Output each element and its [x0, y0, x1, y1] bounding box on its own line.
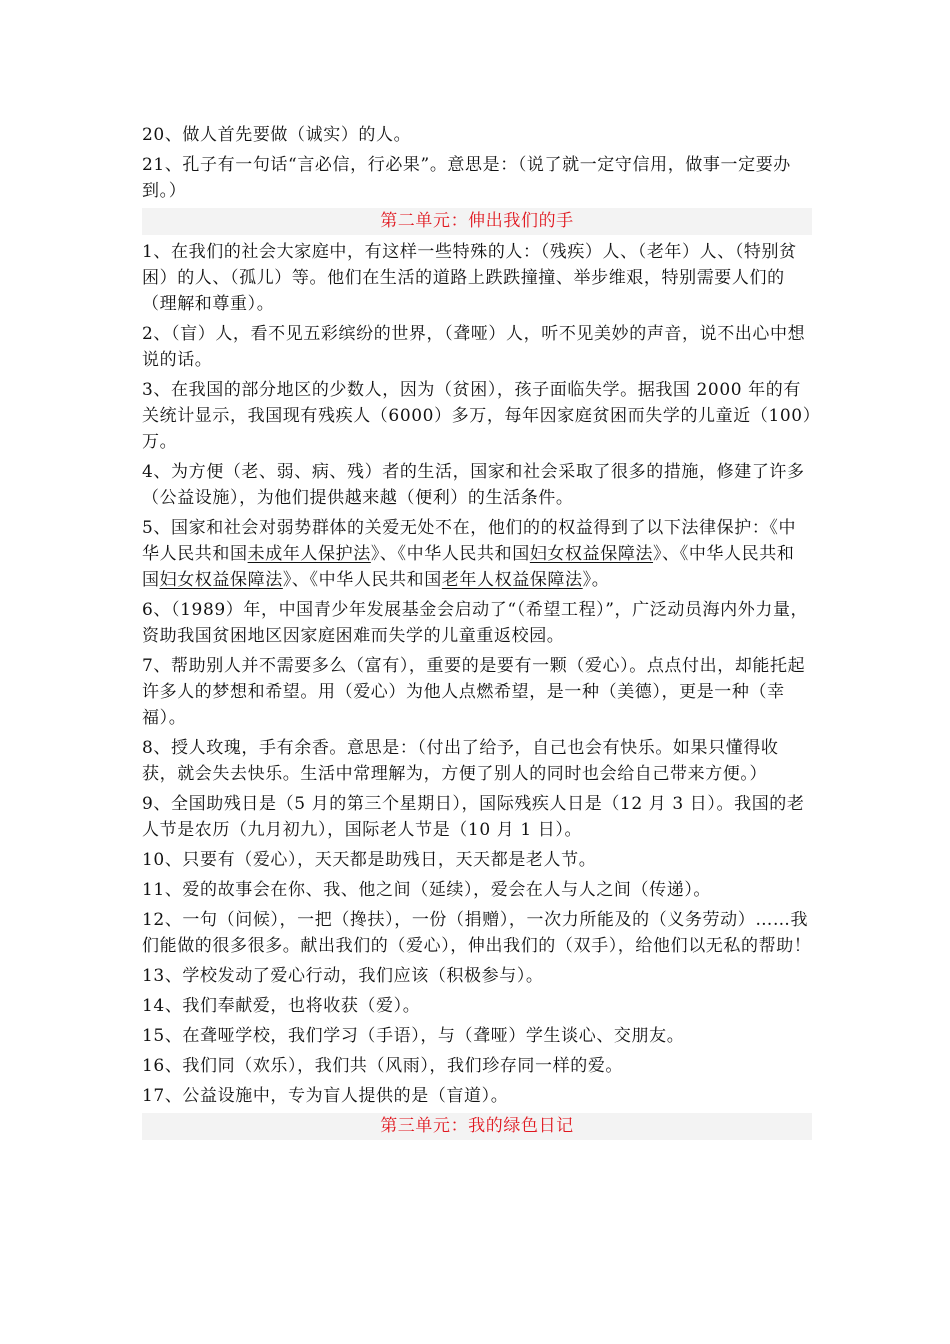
- document-page: [142, 122, 812, 1144]
- law2-suffix: 》、: [653, 544, 680, 564]
- unit2-item-2: 2、（盲）人，看不见五彩缤纷的世界，（聋哑）人，听不见美妙的声音，说不出心中想说的话。: [142, 324, 806, 370]
- unit2-item-3: 3、在我国的部分地区的少数人，因为（贫困），孩子面临失学。据我国 2000 年的有关统计显示，我国现有残疾人（6000）多万，每年因家庭贫困而失学的儿童近（100）万。: [142, 380, 812, 452]
- unit2-item-13: 13、学校发动了爱心行动，我们应该（积极参与）。: [142, 966, 544, 986]
- law1-name: 未成年人保护法: [247, 544, 371, 564]
- unit2-item-17: 17、公益设施中，专为盲人提供的是（盲道）。: [142, 1086, 509, 1106]
- item5-intro: 5、国家和社会对弱势群体的关爱无处不在，他们的的权益得到了以下法律保护：: [142, 518, 770, 538]
- law1-suffix: 》、: [370, 544, 398, 564]
- law3-prefix: 《中华人民共和国: [142, 544, 795, 590]
- unit2-item-4: 4、为方便（老、弱、病、残）者的生活，国家和社会采取了很多的措施，修建了许多（公益设施），为他们提供越来越（便利）的生活条件。: [142, 462, 805, 508]
- item-21: 21、孔子有一句话“言必信，行必果”。意思是：（说了就一定守信用，做事一定要办到。）: [142, 155, 791, 201]
- law4-suffix: 》。: [582, 570, 610, 590]
- unit2-item-11: 11、爱的故事会在你、我、他之间（延续），爱会在人与人之间（传递）。: [142, 880, 712, 900]
- unit2-item-12: 12、一句（问候），一把（搀扶），一份（捐赠），一次力所能及的（义务劳动）……我们能做的很多很多。献出我们的（爱心），伸出我们的（双手），给他们以无私的帮助！: [142, 910, 812, 956]
- law4-prefix: 《中华人民共和国: [309, 570, 442, 590]
- unit2-item-15: 15、在聋哑学校，我们学习（手语），与（聋哑）学生谈心、交朋友。: [142, 1026, 685, 1046]
- unit2-item-10: 10、只要有（爱心），天天都是助残日，天天都是老人节。: [142, 850, 597, 870]
- law2-prefix: 《中华人民共和国: [397, 544, 530, 564]
- law2-name: 妇女权益保障法: [529, 544, 654, 564]
- law4-name: 老年人权益保障法: [441, 570, 583, 590]
- unit2-item-6: 6、（1989）年，中国青少年发展基金会启动了“（希望工程）”，广泛动员海内外力量，资助我国贫困地区因家庭困难而失学的儿童重返校园。: [142, 600, 809, 646]
- law1-prefix: 《中华人民共和国: [142, 518, 797, 564]
- unit2-item-5: [142, 515, 812, 593]
- unit3-heading: 第三单元：我的绿色日记: [142, 1113, 812, 1140]
- unit2-item-16: 16、我们同（欢乐），我们共（风雨），我们珍存同一样的爱。: [142, 1056, 624, 1076]
- unit2-item-8: 8、授人玫瑰，手有余香。意思是：（付出了给予，自己也会有快乐。如果只懂得收获，就会失去快乐。生活中常理解为，方便了别人的同时也会给自己带来方便。）: [142, 738, 779, 784]
- law3-suffix: 》、: [282, 570, 310, 590]
- law3-name: 妇女权益保障法: [159, 570, 283, 590]
- unit2-heading: 第二单元：伸出我们的手: [142, 208, 812, 235]
- unit2-item-14: 14、我们奉献爱，也将收获（爱）。: [142, 996, 421, 1016]
- item-20: 20、做人首先要做（诚实）的人。: [142, 125, 412, 145]
- unit2-item-1: 1、在我们的社会大家庭中，有这样一些特殊的人：（残疾）人、（老年）人、（特别贫困）的人、（孤儿）等。他们在生活的道路上跌跌撞撞、举步维艰，特别需要人们的（理解和尊重）。: [142, 242, 797, 314]
- unit2-item-9: 9、全国助残日是（5 月的第三个星期日），国际残疾人日是（12 月 3 日）。我国的老人节是农历（九月初九），国际老人节是（10 月 1 日）。: [142, 794, 805, 840]
- unit2-item-7: 7、帮助别人并不需要多么（富有），重要的是要有一颗（爱心）。点点付出，却能托起许多人的梦想和希望。用（爱心）为他人点燃希望，是一种（美德），更是一种（幸福）。: [142, 656, 806, 728]
